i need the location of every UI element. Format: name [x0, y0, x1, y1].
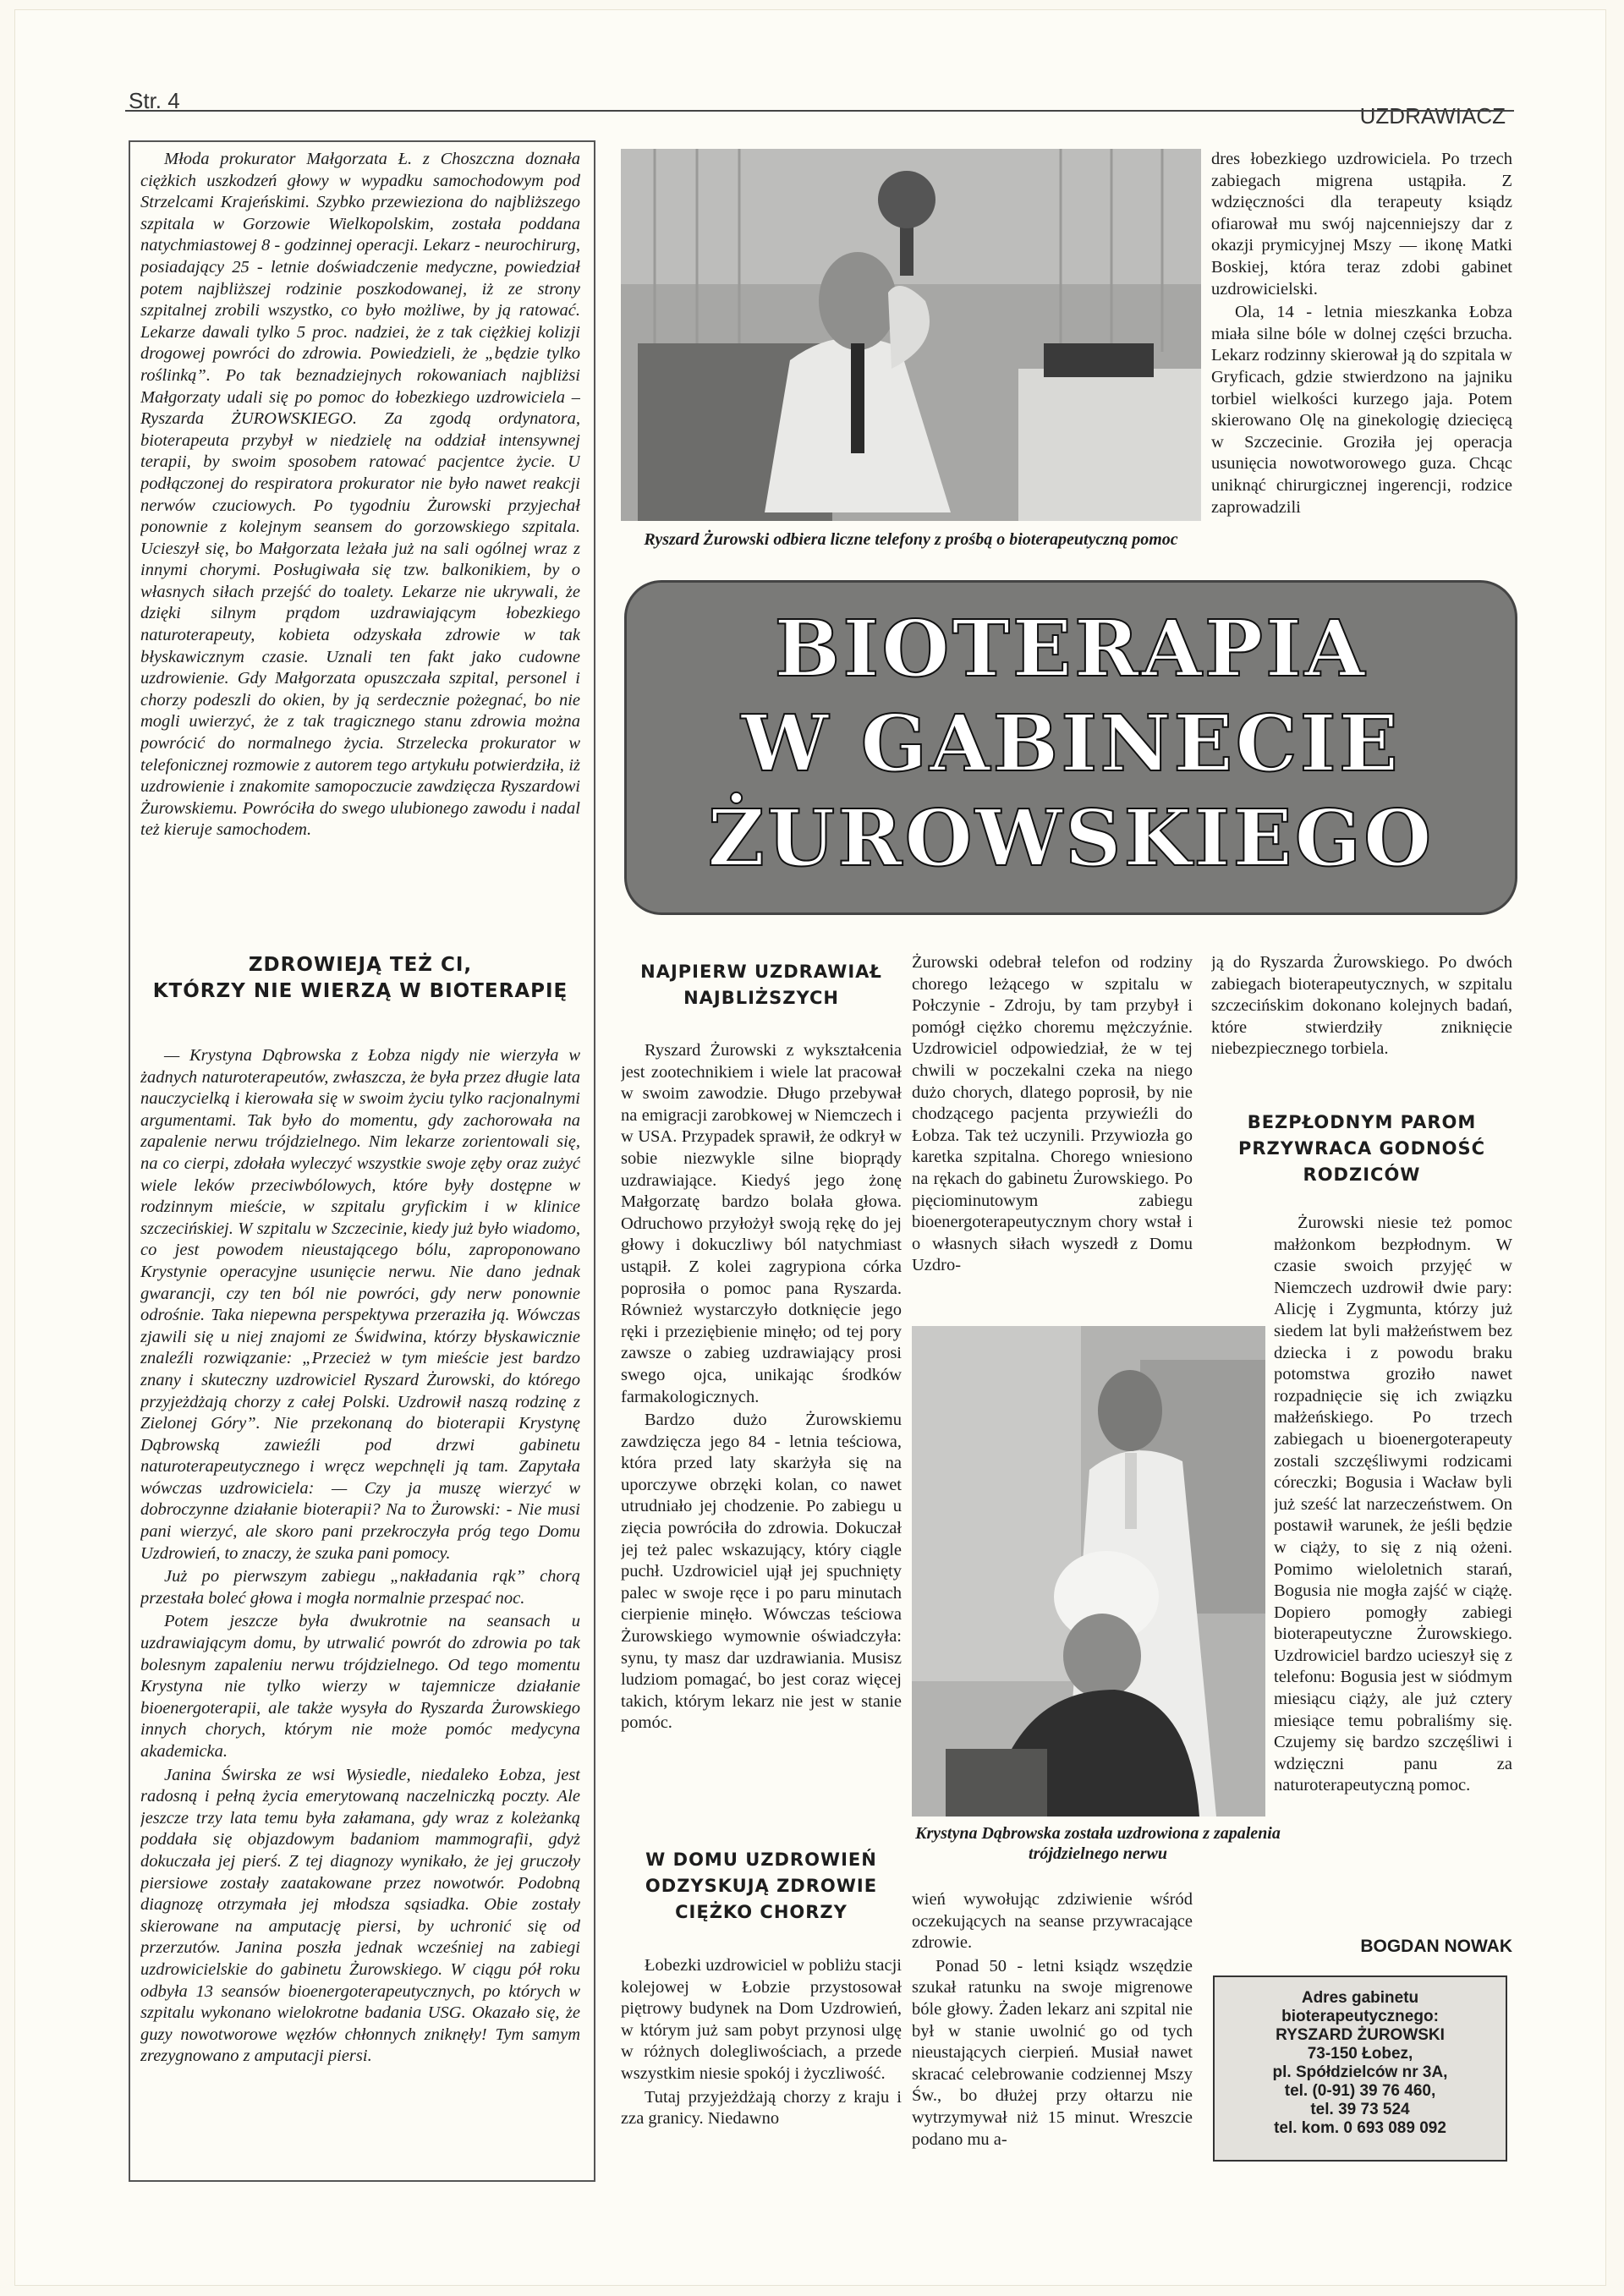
address-line: Adres gabinetu — [1301, 1989, 1419, 2007]
headline-line: BIOTERAPIA — [774, 603, 1368, 694]
col3-paragraph: Żurowski odebrał telefon od rodziny chorego leżącego w szpitalu w Połczynie - Zdroju, by tam przybył i pomógł ciężko choremu mężczyźnie. Uzdrowiciel odpowiedział, że w tej chwili w poczekalni czeka na niego dużo chorych, dlatego poprosił, by nie chodzącego pacjenta przywieźli do Łobza. Tak też uczynili. Przywiozła go karetka szpitalna. Chorego wniesiono na rękach do gabinetu Żurowskiego. Po pięciominutowym zabiegu bioenergoterapeutycznym chory wstał i o własnych siłach wyszedł z Domu Uzdro- — [912, 953, 1193, 1275]
section1-paragraph: — Krystyna Dąbrowska z Łobza nigdy nie wierzyła w żadnych naturoterapeutów, zwłaszcza, że była przez długie lata nauczycielką i kierowała się w swoim życiu tylko racjonalnymi argumentami. Tak było do momentu, gdy zachorowała na zapalenie nerwu trójdzielnego. Nim lekarze zorientowali się, na co cierpi, zdołała wyleczyć wszystkie swoje zęby oraz zużyć wiele leków przeciwbólowych, które były dostępne w rodzinnym mieście, w szpitalu gryfickim i w klinice szczecińskiej. W szpitalu w Szczecinie, kiedy już było wiadomo, co jest powodem nieustającego bólu, zaproponowano Krystynie operacyjne usunięcie nerwu. Nie dano jednak gwarancji, czy ten ból nie powróci, gdy nerw ponownie odrośnie. Taka niepewna perspektywa przeraziła ją. Wówczas zjawili się u niej znajomi ze Świdwina, którzy błyskawicznie znaleźli rozwiązanie: „Przecież w tym mieście jest bardzo znany i skuteczny uzdrowiciel Ryszard Żurowski, do którego przyjeżdżają chorzy z całej Polski. Uzdrowił naszą rodzinę z Zielonej Góry”. Nie przekonaną do bioterapii Krystynę Dąbrowską zawieźli pod drzwi gabinetu naturoterapeutycznego i wręcz wepchnęli ją tam. Zapytała wówczas uzdrowiciela: — Czy ja muszę wierzyć w dobroczynne działanie bioterapii? Na to Żurowski: - Nie musi pani wierzyć, ale skoro pani przekroczyła próg tego Domu Uzdrowień, to znaczy, że szuka pani pomocy. — [140, 1046, 580, 1563]
section3-paragraph: Tutaj przyjeżdżają chorzy z kraju i zza granicy. Niedawno — [621, 2087, 902, 2129]
address-line: bioterapeutycznego: — [1281, 2008, 1439, 2025]
address-line: 73-150 Łobez, — [1307, 2045, 1413, 2063]
section1-body — [140, 1045, 580, 2170]
col4-paragraph: dres łobezkiego uzdrowiciela. Po trzech zabiegach migrena ustąpiła. Z wdzięczności dla terapeuty ksiądz ofiarował mu swój najcenniejszy dar z okazji prymicyjnej Mszy — ikonę Matki Boskiej, która teraz zdobi gabinet uzdrowicielski. — [1211, 150, 1512, 299]
section2-body — [621, 1040, 902, 1818]
section4-heading-line: PRZYWRACA GODNOŚĆ — [1237, 1138, 1486, 1159]
photo-dabrowska-image — [912, 1326, 1265, 1817]
photo-zurowski-image — [621, 149, 1201, 521]
section4-body — [1274, 1213, 1512, 1906]
col4-paragraph: ją do Ryszarda Żurowskiego. Po dwóch zabiegach bioterapeutycznych, w szpitalu szczecińskim dokonano kolejnych badań, które stwierdziły zniknięcie niebezpiecznego torbiela. — [1211, 953, 1512, 1059]
address-line: tel. 39 73 524 — [1310, 2101, 1410, 2118]
col4-top-text — [1211, 149, 1512, 572]
photo2-caption: Krystyna Dąbrowska została uzdrowiona z zapalenia trójdzielnego nerwu — [915, 1824, 1281, 1863]
section1-paragraph: Już po pierwszym zabiegu „nakładania rąk” chorą przestała boleć głowa i mogła normalnie przespać noc. — [140, 1567, 580, 1608]
section1-heading-line: KTÓRZY NIE WIERZĄ W BIOTERAPIĘ — [152, 980, 568, 1002]
section3-paragraph: Łobezki uzdrowiciel w pobliżu stacji kolejowej w Łobzie przystosował piętrowy budynek na Dom Uzdrowień, w którym już sam pobyt przynosi ulgę w różnych dolegliwościach, a przede wszystkim niesie spokój i życzliwość. — [621, 1956, 902, 2083]
section2-heading-line: NAJBLIŻSZYCH — [683, 988, 839, 1008]
col3-continuation: wień wywołując zdziwienie wśród oczekujących na seanse przywracające zdrowie. — [912, 1890, 1193, 1953]
page-number: Str. 4 — [129, 88, 180, 113]
section4-heading — [1211, 1110, 1512, 1188]
intro-paragraph: Młoda prokurator Małgorzata Ł. z Choszczna doznała ciężkich uszkodzeń głowy w wypadku samochodowym pod Strzelcami Krajeńskimi. Szybko przewieziona do najbliższego szpitala w Gorzowie Wielkopolskim, została poddana natychmiastowej 8 - godzinnej operacji. Lekarz - neurochirurg, posiadający 25 - letnie doświadczenie medyczne, powiedział potem najbliższej rodzinie poszkodowanej, iż ze strony szpitalnej zrobili wszystko, co było możliwe, by ją ratować. Lekarze dawali tylko 5 proc. nadziei, że z tak ciężkiej kolizji drogowej powróci do zdrowia. Powiedzieli, że „będzie tylko roślinką”. Po tak beznadziejnych rokowaniach najbliżsi Małgorzaty udali się po pomoc do łobezkiego uzdrowiciela – Ryszarda ŻUROWSKIEGO. Za zgodą ordynatora, bioterapeuta przybył w niedzielę na oddział intensywnej terapii, by swoim sposobem ratować pacjentce życie. U podłączonej do respiratora prokurator nie było nawet reakcji nerwów czuciowych. Po tygodniu Żurowski przyjechał ponownie z kolejnym seansem do gorzowskiego szpitala. Ucieszył się, bo Małgorzata leżała już na sali ogólnej wraz z innymi chorymi. Posługiwała się tzw. balkonikiem, by o własnych siłach przejść do toalety. Lekarze nie ukrywali, że dzięki silnym prądom uzdrawiającym łobezkiego naturoterapeuty, kobieta odzyskała zdrowie w tak błyskawicznym czasie. Uznali ten fakt jako cudowne uzdrowienie. Gdy Małgorzata opuszczała szpital, personel i chorzy podeszli do okien, by ją serdecznie pożegnać, bo nie mogli uwierzyć, że z tak tragicznego stanu zdrowia można powrócić do normalnego życia. Strzelecka prokurator w telefonicznej rozmowie z autorem tego artykułu potwierdziła, iż uzdrowienie i znakomite samopoczucie zawdzięcza Ryszardowi Żurowskiemu. Powróciła do swego ulubionego zawodu i nadal też kieruje samochodem. — [140, 150, 580, 840]
col3-paragraph: Ponad 50 - letni ksiądz wszędzie szukał ratunku na swoje migrenowe bóle głowy. Żaden lekarz ani szpital nie był w stanie uwolnić go od tych nieustających cierpień. Musiał nawet skracać celebrowanie codziennej Mszy Św., bo dłużej przy ołtarzu nie wytrzymywał niż 15 minut. Wreszcie podano mu a- — [912, 1956, 1193, 2149]
publication-name: UZDRAWIACZ — [1359, 103, 1506, 129]
section3-heading-line: W DOMU UZDROWIEŃ — [645, 1849, 877, 1870]
section3-body — [621, 1955, 902, 2192]
section3-heading-line: ODZYSKUJĄ ZDROWIE — [645, 1876, 878, 1896]
section2-heading — [621, 959, 902, 1011]
address-box — [1213, 1975, 1507, 2162]
address-line: RYSZARD ŻUROWSKI — [1276, 2026, 1445, 2044]
headline-line: ŻUROWSKIEGO — [707, 792, 1435, 884]
section3-heading — [621, 1847, 902, 1926]
author-signature: BOGDAN NOWAK — [1360, 1937, 1512, 1956]
section2-paragraph: Bardzo dużo Żurowskiemu zawdzięcza jego 84 - letnia teściowa, która przed laty skarżyła się na uporczywe obrzęki kolan, co nawet utrudniało jej chodzenie. Po zabiegu u zięcia powróciła do zdrowia. Dokuczał jej też palec wskazujący, który ciągle puchł. Uzdrowiciel ujął jej spuchnięty palec w swoje ręce i po paru minutach cierpienie minęło. Wówczas teściowa Żurowskiego wymownie oświadczyła: synu, ty masz dar uzdrawiania. Musisz ludziom pomagać, bo jest coraz więcej takich, którym lekarz nie jest w stanie pomóc. — [621, 1411, 902, 1733]
section4-heading-line: BEZPŁODNYM PAROM — [1247, 1112, 1477, 1132]
address-line: tel. (0-91) 39 76 460, — [1284, 2082, 1436, 2100]
section4-paragraph: Żurowski niesie też pomoc małżonkom bezpłodnym. W czasie swoich przyjęć w Niemczech uzdrowił dwie pary: Alicję i Zygmunta, którzy już siedem lat byli małżeństwem bez dziecka i z powodu braku potomstwa groziło nawet rozpadnięcie się ich związku małżeńskiego. Po trzech zabiegach u bioenergoterapeuty zostali szczęśliwymi rodzicami córeczki; Bogusia i Wacław byli już sześć lat narzeczeństwem. On postawił warunek, że jeśli będzie w ciąży, to się z nią ożeni. Pomimo wieloletnich starań, Bogusia nie mogła zajść w ciążę. Dopiero pomogły zabiegi bioterapeutyczne Żurowskiego. Uzdrowiciel bardzo ucieszył się z telefonu: Bogusia jest w siódmym miesiącu ciąży, ale już cztery miesiące temu pobraliśmy się. Czujemy się bardzo szczęśliwi i wdzięczni panu za naturoterapeutyczną pomoc. — [1274, 1214, 1512, 1795]
headline-banner — [624, 580, 1517, 915]
col3-bottom-text — [912, 1889, 1193, 2187]
address-line: tel. kom. 0 693 089 092 — [1274, 2119, 1446, 2137]
section1-heading — [140, 952, 580, 1005]
intro-article — [140, 149, 580, 932]
col3-top-text — [912, 952, 1193, 1304]
address-line: pl. Spółdzielców nr 3A, — [1272, 2063, 1448, 2081]
section3-heading-line: CIĘŻKO CHORZY — [675, 1902, 848, 1922]
photo1-caption: Ryszard Żurowski odbiera liczne telefony z prośbą o bioterapeutyczną pomoc — [644, 530, 1178, 549]
section2-heading-line: NAJPIERW UZDRAWIAŁ — [640, 962, 882, 982]
photo-zurowski-telephone — [621, 149, 1201, 521]
headline-line: W GABINECIE — [741, 698, 1401, 789]
section1-heading-line: ZDROWIEJĄ TEŻ CI, — [248, 954, 473, 976]
photo-dabrowska-treatment — [912, 1326, 1265, 1817]
col4-mid-text — [1211, 952, 1512, 1096]
section1-paragraph: Potem jeszcze była dwukrotnie na seansach u uzdrawiającym domu, by utrwalić powrót do zdrowia po tak bolesnym zapaleniu nerwu trójdzielnego. Od tego momentu Krystyna nie tylko wierzy w tajemnicze działanie bioenergoterapii, ale także wysyła do Ryszarda Żurowskiego innych chorych, którym nie może pomóc medycyna akademicka. — [140, 1612, 580, 1761]
section4-heading-line: RODZICÓW — [1303, 1164, 1421, 1185]
section2-paragraph: Ryszard Żurowski z wykształcenia jest zootechnikiem i wiele lat pracował w swoim zawodzie. Długo przebywał na emigracji zarobkowej w Niemczech i w USA. Przypadek sprawił, że odkrył w sobie niezwykle silne bioprądy uzdrawiające. Kiedyś jego żonę Małgorzatę bardzo bolała głowa. Odruchowo przyłożył swoją rękę do jej głowy i dokuczliwy ból natychmiast ustąpił. Z kolei zagrypiona córka poprosiła o pomoc pana Ryszarda. Również wystarczyło dotknięcie jego ręki i przeziębienie minęło; od tej pory zawsze o zabieg uzdrawiający prosi swego ojca, unikając środków farmakologicznych. — [621, 1041, 902, 1406]
col4-paragraph: Ola, 14 - letnia mieszkanka Łobza miała silne bóle w dolnej części brzucha. Lekarz rodzinny skierował ją do szpitala w Gryficach, gdzie stwierdzono na jajniku torbiel wielkości kurzego jaja. Potem skierowano Olę na ginekologię dziecięcą w Szczecinie. Groziła jej operacja usunięcia nowotworowego guza. Chcąc uniknąć chirurgicznej ingerencji, rodzice zaprowadzili — [1211, 303, 1512, 517]
section1-paragraph: Janina Świrska ze wsi Wysiedle, niedaleko Łobza, jest radosną i pełną życia emerytowaną naczelniczką poczty. Ale jeszcze trzy lata temu była załamana, gdy wraz z koleżanką poddała się objazdowym badaniom mammografii, gdyż dokuczała jej pierś. Z tej diagnozy wynikało, że jej gruczoły piersiowe zostały zaatakowane przez nowotwór. Podobną diagnozę otrzymała jej młodsza sąsiadka. Obie zostały skierowane na amputację piersi, by uchronić się od przerzutów. Janina poszła jednak wcześniej na zabiegi uzdrowicielskie do gabinetu Żurowskiego. W ciągu pół roku odbyła 13 seansów bioenergoterapeutycznych, po których w szpitalu wykonano wielokrotne badania USG. Okazało się, że guzy nowotworowe węzłów chłonnych zniknęły! Tym samym zrezygnowano z amputacji piersi. — [140, 1765, 580, 2066]
header-rule — [125, 110, 1514, 112]
